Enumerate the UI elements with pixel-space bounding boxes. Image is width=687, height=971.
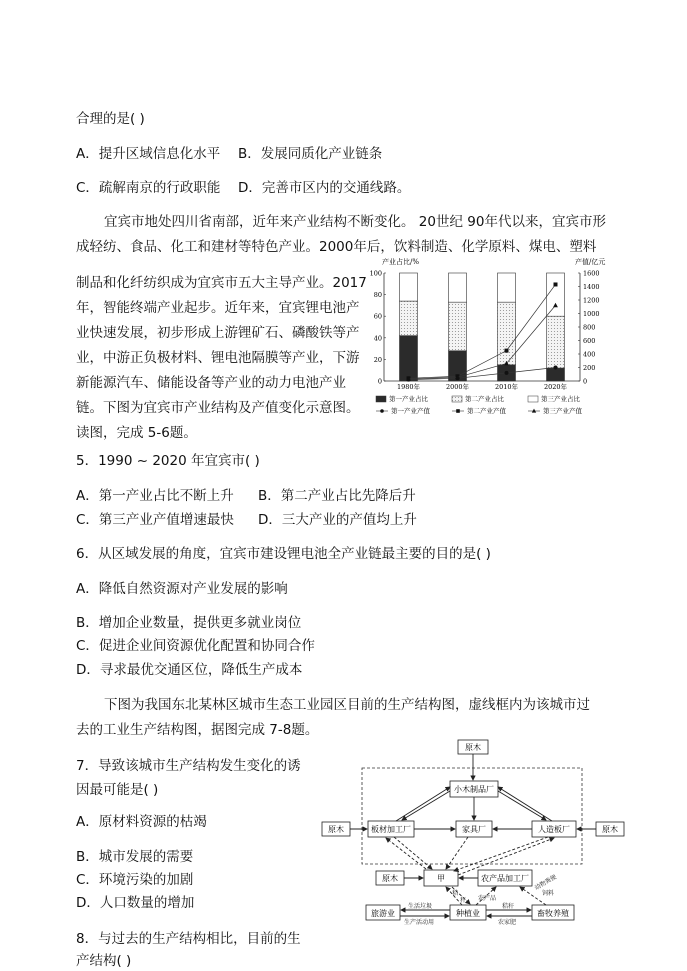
label-dongwu: 动物粪便 — [533, 873, 558, 892]
right-axis-label: 产值/亿元 — [575, 258, 606, 266]
q6-option-a[interactable]: A．降低自然资源对产业发展的影响 — [76, 581, 288, 597]
q5-stem: 5．1990 ~ 2020 年宜宾市( ) — [76, 453, 260, 469]
production-structure-diagram — [320, 735, 630, 925]
passage1-line1: 宜宾市地处四川省南部，近年来产业结构不断变化。 20世纪 90年代以来，宜宾市形 — [104, 214, 606, 230]
q7-stem-line1: 7．导致该城市生产结构发生变化的诱 — [76, 758, 301, 774]
label-jiegan2: 秸秆 — [502, 903, 515, 910]
box-yuanmu-left-label: 原木 — [328, 825, 344, 834]
chart-category-label: 1980年 — [396, 383, 421, 391]
q7-option-d[interactable]: D．人口数量的增加 — [76, 895, 195, 911]
passage2-line2: 去的工业生产结构图，据图完成 7-8题。 — [76, 722, 319, 738]
chart-right-tick-label: 200 — [583, 364, 596, 372]
chart-left-tick-label: 100 — [369, 269, 382, 278]
legend-marker-2 — [456, 409, 460, 413]
arrow-jia-to-renzao — [458, 838, 554, 875]
chart-bar-1-3 — [547, 368, 565, 381]
q8-stem-line2: 产结构( ) — [76, 953, 132, 969]
q4-option-c[interactable]: C．疏解南京的行政职能 — [76, 180, 221, 196]
q5-option-d[interactable]: D．三大产业的产值均上升 — [258, 512, 417, 528]
box-jia-label: 甲 — [437, 874, 445, 883]
box-yuanmu-right-label: 原木 — [602, 825, 618, 834]
chart-bar-2-3 — [547, 316, 565, 368]
chart-left-tick-label: 80 — [373, 291, 382, 300]
chart-left-tick-label: 20 — [373, 355, 382, 364]
chart-category-label: 2010年 — [494, 383, 519, 391]
arrow-bancai-to-xiaomu — [396, 787, 450, 821]
chart-right-tick-label: 600 — [583, 337, 596, 345]
chart-bar-3-2 — [498, 273, 516, 302]
q6-stem: 6．从区域发展的角度，宜宾市建设锂电池全产业链最主要的目的是( ) — [76, 546, 491, 562]
q7-option-b[interactable]: B．城市发展的需要 — [76, 849, 194, 865]
legend-label-2: 第二产业占比 — [465, 395, 504, 403]
legend-swatch-1 — [376, 396, 386, 402]
box-xiaomu-label: 小木制品厂 — [454, 785, 494, 794]
legend-label-1: 第一产业占比 — [389, 395, 428, 403]
passage1-line8: 链。下图为宜宾市产业结构及产值变化示意图。 — [76, 400, 360, 416]
box-zhongzhi-label: 种植业 — [456, 909, 480, 918]
q5-option-a[interactable]: A．第一产业占比不断上升 — [76, 488, 234, 504]
passage1-line6: 业，中游正负极材料、锂电池隔膜等产业，下游 — [76, 350, 360, 366]
chart-left-tick-label: 0 — [377, 377, 382, 386]
q5-option-b[interactable]: B．第二产业占比先降后升 — [258, 488, 416, 504]
box-lvyou-label: 旅游业 — [371, 909, 395, 918]
q7-option-c[interactable]: C．环境污染的加剧 — [76, 872, 194, 888]
box-yuanmu-low-label: 原木 — [382, 874, 398, 883]
chart-bar-2-0 — [400, 301, 418, 336]
chart-point-1 — [505, 371, 509, 375]
q4-stem-tail: 合理的是( ) — [76, 111, 145, 127]
label-nongchanpin: 农产品 — [478, 895, 497, 902]
label-shenghuo: 生活垃圾 — [408, 903, 433, 910]
chart-point-1 — [554, 366, 558, 370]
chart-category-label: 2000年 — [445, 383, 470, 391]
passage2-line1: 下图为我国东北某林区城市生态工业园区目前的生产结构图，虚线框内为该城市过 — [104, 697, 590, 713]
legend-line-label-1: 第一产业产值 — [391, 407, 430, 415]
q4-option-d[interactable]: D．完善市区内的交通线路。 — [238, 180, 411, 196]
passage1-line4: 年，智能终端产业起步。近年来，宜宾锂电池产 — [76, 300, 360, 316]
legend-swatch-2 — [452, 396, 462, 402]
box-bancai-label: 板材加工厂 — [371, 825, 411, 834]
q8-stem-line1: 8．与过去的生产结构相比，目前的生 — [76, 931, 301, 947]
box-renzao-label: 人造板厂 — [538, 825, 570, 834]
q7-option-a[interactable]: A．原材料资源的枯竭 — [76, 814, 207, 830]
chart-right-tick-label: 1200 — [583, 296, 600, 305]
q6-option-c[interactable]: C．促进企业间资源优化配置和协同合作 — [76, 638, 315, 654]
legend-marker-3 — [532, 409, 536, 413]
chart-right-tick-label: 1600 — [583, 269, 600, 278]
chart-left-tick-label: 60 — [373, 312, 382, 321]
chart-line-3 — [409, 305, 556, 379]
q4-option-a[interactable]: A．提升区域信息化水平 — [76, 146, 221, 162]
chart-point-2 — [505, 349, 509, 353]
chart-bar-2-1 — [449, 302, 467, 351]
legend-line-label-3: 第三产业产值 — [543, 407, 582, 415]
arrow-xiaomu-to-renzao — [498, 791, 546, 820]
legend-marker-1 — [380, 409, 384, 413]
passage1-line7: 新能源汽车、储能设备等产业的动力电池产业 — [76, 375, 346, 391]
left-axis-label: 产业占比/% — [382, 258, 420, 266]
label-gan: 秆 — [460, 897, 467, 904]
chart-line-1 — [409, 368, 556, 380]
q4-option-b[interactable]: B．发展同质化产业链条 — [238, 146, 383, 162]
chart-category-label: 2020年 — [543, 383, 568, 391]
passage1-line2: 成轻纺、食品、化工和建材等特色产业。2000年后，饮料制造、化学原料、煤电、塑料 — [76, 239, 597, 255]
label-jiegan: 秸 — [452, 890, 459, 897]
box-xumu-label: 畜牧养殖 — [537, 909, 569, 918]
box-yuanmu-top-label: 原木 — [465, 743, 481, 752]
chart-bar-1-0 — [400, 336, 418, 381]
chart-bar-3-0 — [400, 273, 418, 301]
q5-option-c[interactable]: C．第三产业产值增速最快 — [76, 512, 234, 528]
q6-option-b[interactable]: B．增加企业数量，提供更多就业岗位 — [76, 615, 302, 631]
chart-bar-2-2 — [498, 302, 516, 365]
chart-bar-3-1 — [449, 273, 467, 302]
legend-line-label-2: 第二产业产值 — [467, 407, 506, 415]
chart-right-tick-label: 1000 — [583, 310, 600, 318]
q7-stem-line2: 因最可能是( ) — [76, 782, 159, 798]
chart-right-tick-label: 1400 — [583, 283, 600, 291]
box-jiaju-label: 家具厂 — [462, 825, 486, 834]
chart-right-tick-label: 0 — [583, 377, 588, 386]
industry-structure-chart — [370, 255, 620, 425]
chart-right-tick-label: 400 — [583, 350, 596, 359]
chart-bar-3-3 — [547, 273, 565, 316]
passage1-line5: 业快速发展，初步形成上游锂矿石、磷酸铁等产 — [76, 325, 360, 341]
passage1-line9: 读图，完成 5-6题。 — [76, 425, 197, 441]
label-shengchan: 生产活动用 — [404, 919, 435, 926]
arrow-renzao-to-xiaomu — [498, 787, 552, 821]
arrow-xiaomu-to-bancai — [402, 791, 450, 820]
passage1-line3: 制品和化纤纺织成为宜宾市五大主导产业。2017 — [76, 275, 367, 291]
box-nongchanpin-label: 农产品加工厂 — [481, 874, 529, 883]
legend-label-3: 第三产业占比 — [541, 395, 580, 403]
chart-legend — [376, 394, 583, 415]
legend-swatch-3 — [528, 396, 538, 402]
label-chulianliao: 饲料 — [542, 890, 555, 897]
chart-left-tick-label: 40 — [373, 334, 382, 343]
label-nongjia: 农家肥 — [498, 919, 517, 926]
arrow-renzao-to-jia — [454, 837, 548, 871]
chart-right-tick-label: 800 — [583, 323, 596, 332]
q6-option-d[interactable]: D．寻求最优交通区位，降低生产成本 — [76, 662, 303, 678]
chart-point-2 — [554, 282, 558, 286]
